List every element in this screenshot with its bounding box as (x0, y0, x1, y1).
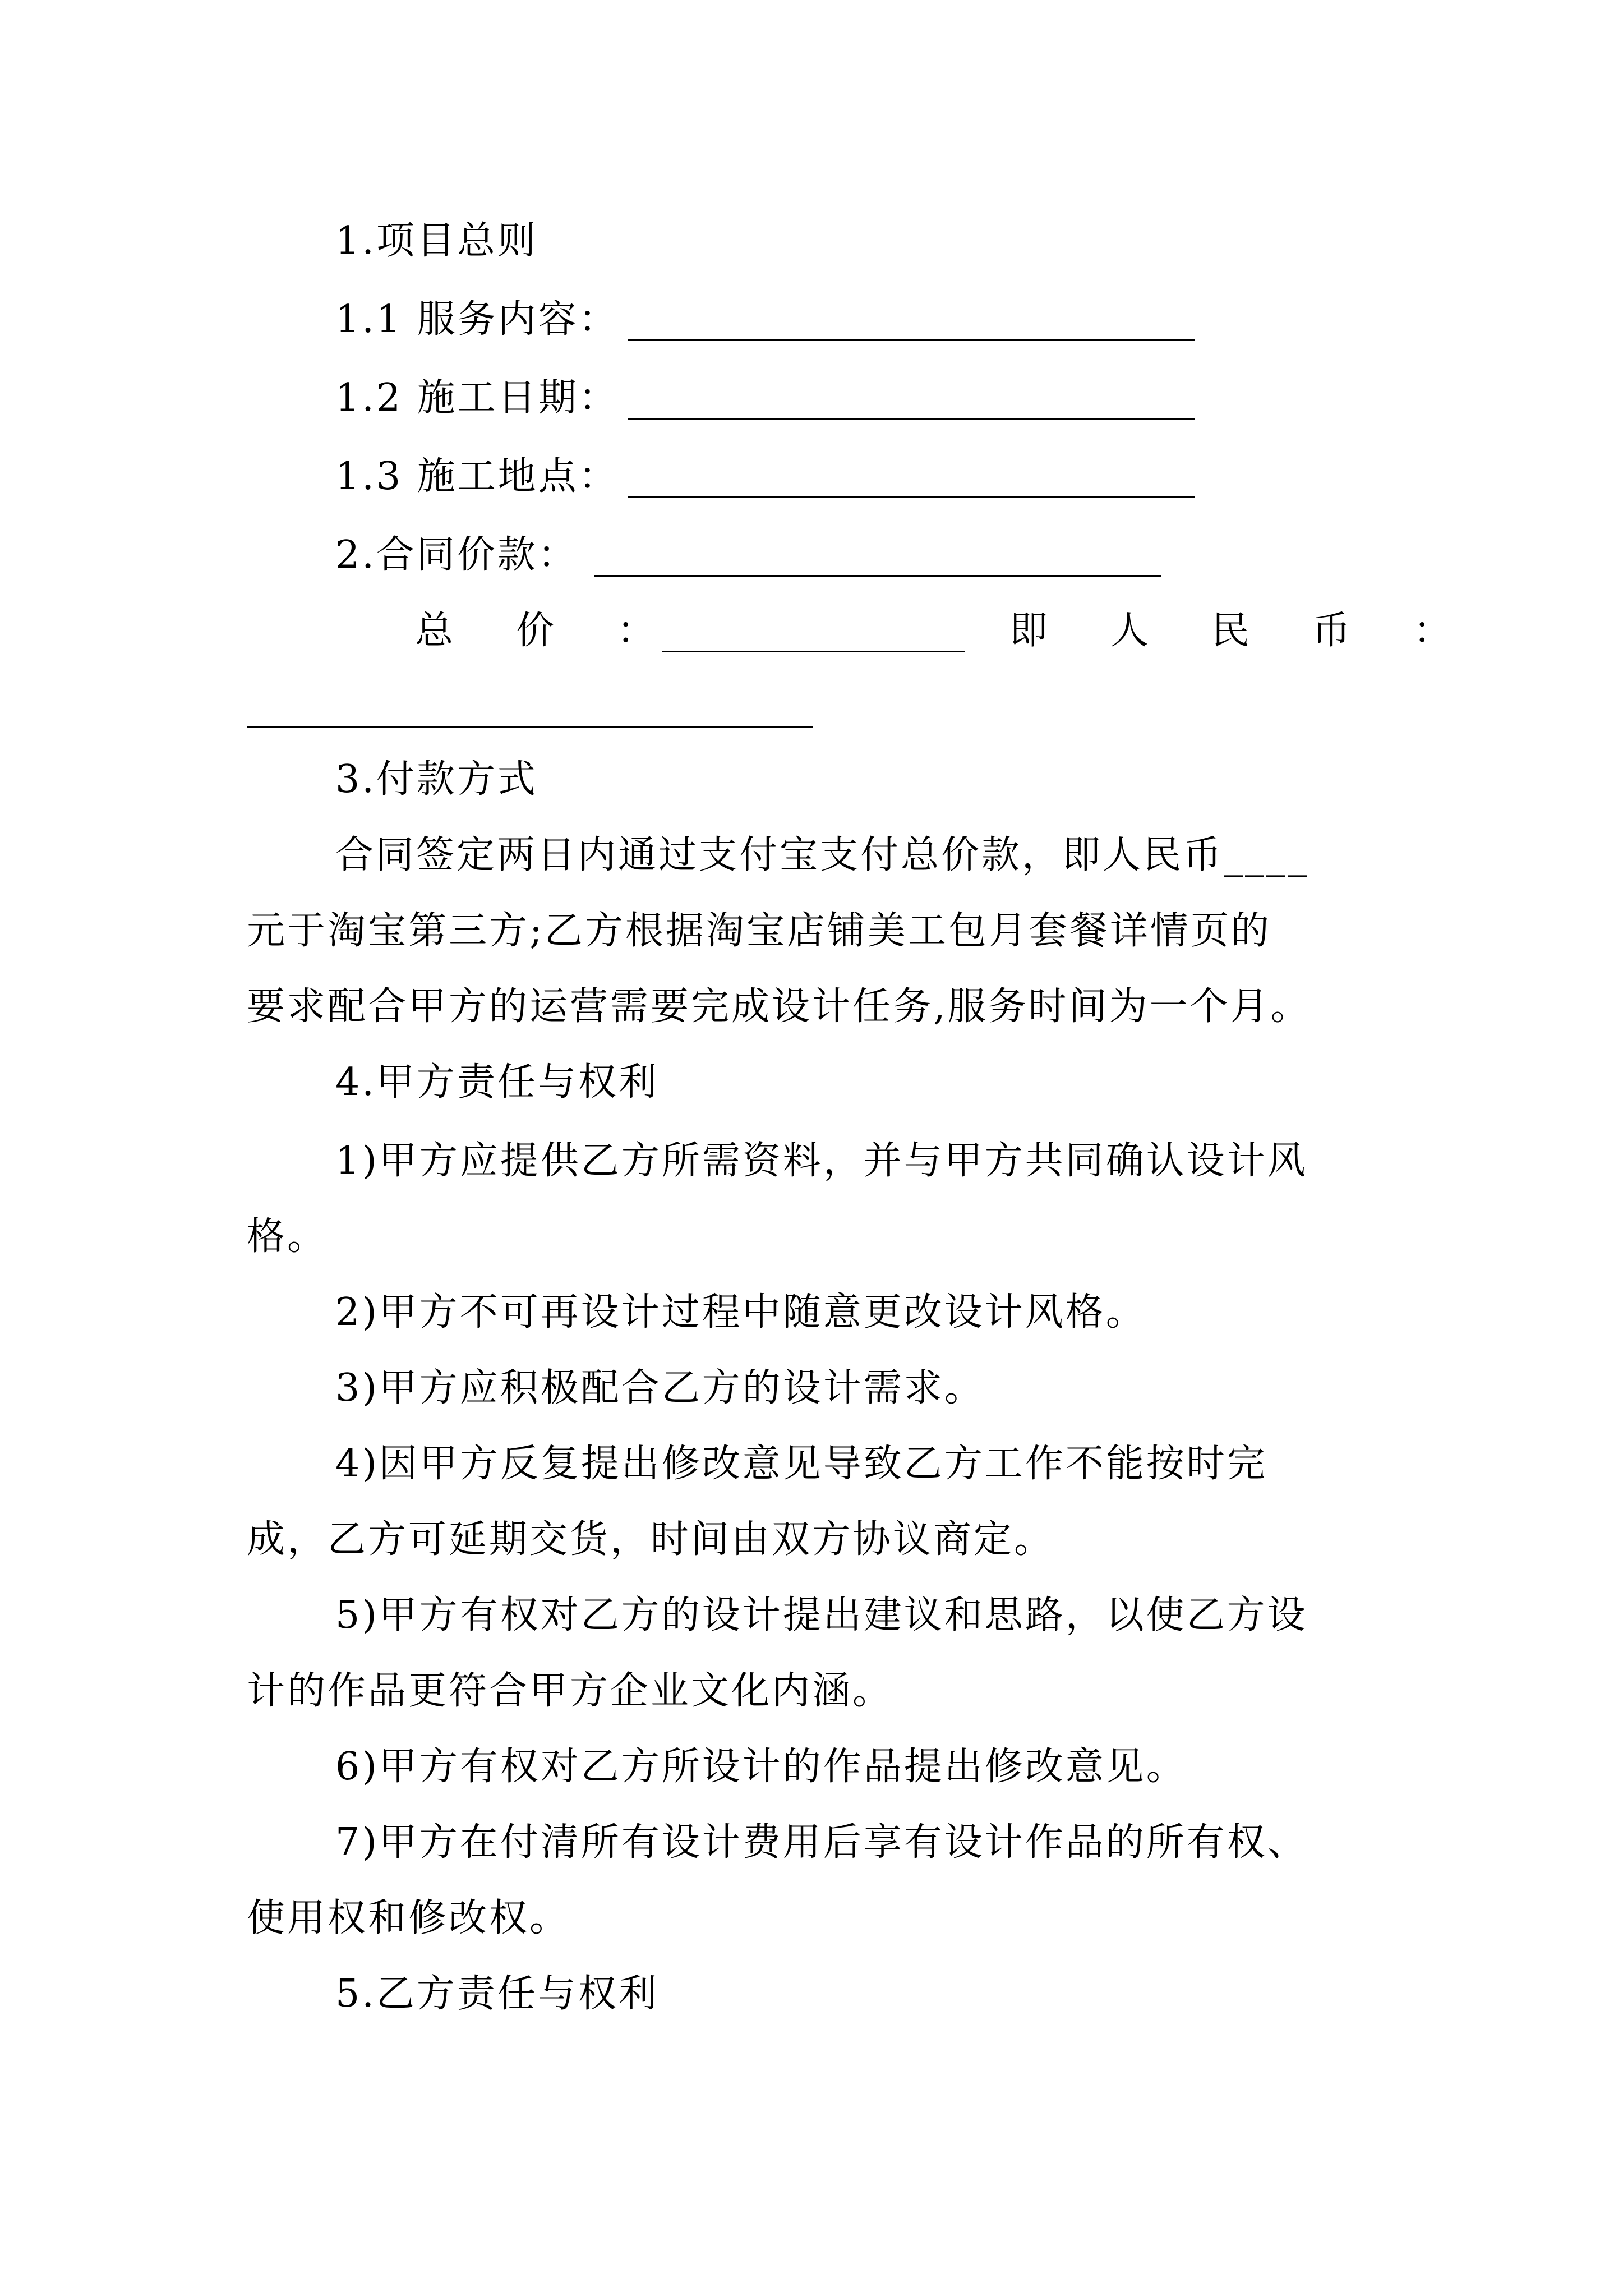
construction-site-blank[interactable] (628, 496, 1195, 498)
service-content-label: 1.1 服务内容： (335, 297, 619, 342)
party-a-item-4-line-2: 成，乙方可延期交货，时间由双方协议商定。 (247, 1517, 1055, 1562)
party-a-item-5-line-2: 计的作品更符合甲方企业文化内涵。 (247, 1669, 893, 1713)
construction-date-label: 1.2 施工日期： (335, 376, 619, 420)
party-a-item-5-line-1: 5)甲方有权对乙方的设计提出建议和思路，以使乙方设 (335, 1593, 1308, 1637)
rmb-label: 即 人 民 币 ： (1009, 609, 1464, 653)
total-price-blank[interactable] (662, 651, 965, 652)
party-a-item-1-line-1: 1)甲方应提供乙方所需资料，并与甲方共同确认设计风 (335, 1139, 1308, 1183)
rmb-blank[interactable] (247, 726, 813, 728)
payment-para-line-1: 合同签定两日内通过支付宝支付总价款，即人民币____ (335, 833, 1310, 877)
section-3-heading: 3.付款方式 (335, 757, 538, 802)
party-a-item-1-line-2: 格。 (247, 1214, 328, 1259)
party-a-item-7-line-1: 7)甲方在付清所有设计费用后享有设计作品的所有权、 (335, 1820, 1308, 1865)
section-1-heading: 1.项目总则 (335, 219, 538, 263)
party-a-item-4-line-1: 4)因甲方反复提出修改意见导致乙方工作不能按时完 (335, 1442, 1267, 1486)
service-content-blank[interactable] (628, 339, 1195, 341)
party-a-item-7-line-2: 使用权和修改权。 (247, 1896, 570, 1940)
payment-para-line-3: 要求配合甲方的运营需要完成设计任务,服务时间为一个月。 (247, 984, 1311, 1029)
total-price-label: 总 价 ： (415, 609, 668, 653)
party-a-item-3: 3)甲方应积极配合乙方的设计需求。 (335, 1366, 985, 1410)
party-a-item-2: 2)甲方不可再设计过程中随意更改设计风格。 (335, 1290, 1146, 1335)
payment-para-line-2: 元于淘宝第三方;乙方根据淘宝店铺美工包月套餐详情页的 (247, 909, 1271, 953)
section-4-heading: 4.甲方责任与权利 (335, 1060, 659, 1105)
construction-site-label: 1.3 施工地点： (335, 454, 619, 499)
contract-price-label: 2.合同价款： (335, 533, 578, 577)
contract-price-blank[interactable] (594, 575, 1161, 577)
section-5-heading: 5.乙方责任与权利 (335, 1972, 659, 2016)
party-a-item-6: 6)甲方有权对乙方所设计的作品提出修改意见。 (335, 1745, 1187, 1789)
construction-date-blank[interactable] (628, 418, 1195, 420)
